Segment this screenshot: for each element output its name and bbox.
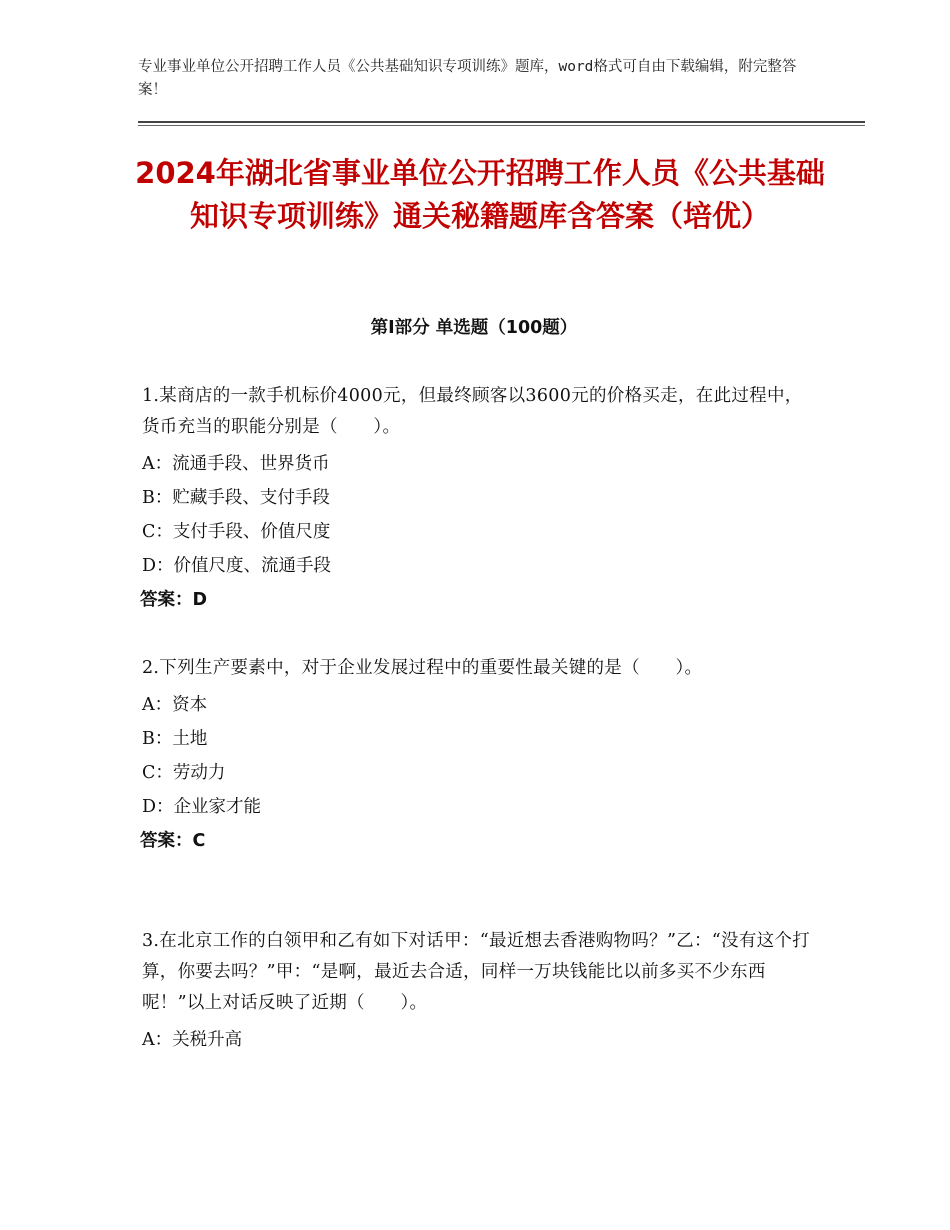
option-c: C：支付手段、价值尺度	[142, 522, 331, 542]
answer: 答案：C	[140, 831, 206, 851]
option-b: B：土地	[142, 729, 208, 749]
section-title: 第Ⅰ部分 单选题（100题）	[370, 318, 578, 338]
answer: 答案：D	[140, 590, 208, 610]
header-note: 专业事业单位公开招聘工作人员《公共基础知识专项训练》题库，word格式可自由下载编辑，附完整答案！	[138, 59, 797, 98]
header-divider-thick	[138, 121, 865, 123]
option-d: D：企业家才能	[142, 797, 262, 817]
option-d: D：价值尺度、流通手段	[142, 556, 332, 576]
document-title: 2024年湖北省事业单位公开招聘工作人员《公共基础知识专项训练》通关秘籍题库含答案（培优）	[135, 156, 825, 233]
option-a: A：关税升高	[142, 1030, 243, 1050]
question-stem: 3.在北京工作的白领甲和乙有如下对话甲：“最近想去香港购物吗？”乙：“没有这个打算，你要去吗？”甲：“是啊，最近去合适，同样一万块钱能比以前多买不少东西呢！”以上对话反映了近期（ ）。	[142, 931, 811, 1013]
option-c: C：劳动力	[142, 763, 226, 783]
question-2	[142, 653, 812, 858]
question-stem: 2.下列生产要素中，对于企业发展过程中的重要性最关键的是（ ）。	[142, 658, 703, 678]
option-a: A：流通手段、世界货币	[142, 454, 330, 474]
option-b: B：贮藏手段、支付手段	[142, 488, 330, 508]
option-a: A：资本	[142, 695, 208, 715]
question-stem: 1.某商店的一款手机标价4000元，但最终顾客以3600元的价格买走，在此过程中，货币充当的职能分别是（ ）。	[142, 386, 803, 437]
question-1	[142, 381, 812, 617]
question-3	[142, 926, 812, 1057]
header-divider-thin	[138, 125, 865, 126]
